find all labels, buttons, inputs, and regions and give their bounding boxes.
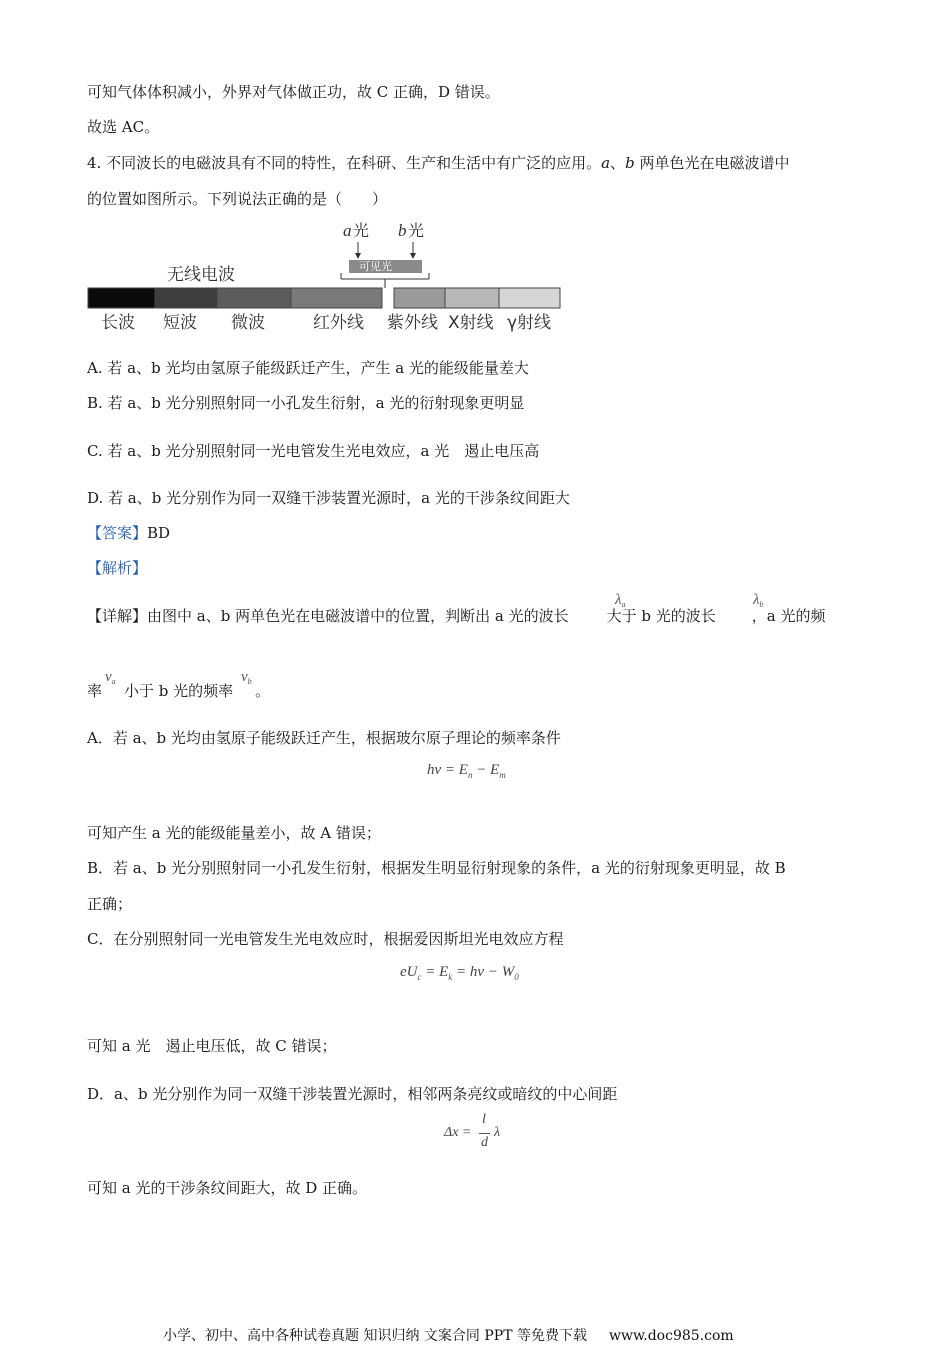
band-gamma: [499, 288, 560, 308]
q-text: 4. 不同波长的电磁波具有不同的特性，在科研、生产和生活中有广泛的应用。: [87, 154, 602, 172]
fraction-bar: [479, 1133, 490, 1134]
tick-xray: X射线: [448, 313, 494, 333]
line-1: 可知气体体积减小，外界对气体做正功，故 C 正确，D 错误。: [87, 83, 500, 101]
expl-d-2: 可知 a 光的干涉条纹间距大，故 D 正确。: [87, 1179, 368, 1197]
detail-p1c: ，a 光的频: [751, 607, 826, 625]
visible-label: 可见光: [359, 260, 392, 273]
detail-tag: 【详解】: [87, 607, 148, 625]
em-spectrum-diagram: [87, 220, 567, 335]
expl-c-1: C．在分别照射同一光电管发生光电效应时，根据爱因斯坦光电效应方程: [87, 930, 564, 948]
option-a: A. 若 a、b 光均由氢原子能级跃迁产生，产生 a 光的能级能量差大: [87, 359, 529, 377]
radio-label: 无线电波: [167, 265, 235, 285]
answer-line: [87, 523, 170, 543]
label-b-var: b: [398, 221, 407, 240]
label-a-light: 光: [353, 221, 370, 240]
answer-tag: 【答案】: [87, 524, 148, 542]
band-microwave: [217, 288, 291, 308]
detail-p1a: 由图中 a、b 两单色光在电磁波谱中的位置，判断出 a 光的波长: [147, 607, 569, 625]
answer-value: BD: [147, 524, 171, 542]
option-b: B. 若 a、b 光分别照射同一小孔发生衍射，a 光的衍射现象更明显: [87, 394, 525, 412]
band-ultraviolet: [394, 288, 445, 308]
tick-longwave: 长波: [101, 313, 135, 333]
formula-bohr: $h\nu = E_n - E_m$: [427, 762, 506, 780]
band-longwave: [88, 288, 155, 308]
q-text-b: 、: [610, 154, 626, 172]
detail-p2b: 小于 b 光的频率: [124, 682, 234, 700]
band-xray: [445, 288, 499, 308]
expl-b-1: B．若 a、b 光分别照射同一小孔发生衍射，根据发生明显衍射现象的条件，a 光的衍射现象更明显，故 B: [87, 859, 786, 877]
band-infrared: [291, 288, 382, 308]
dx-right: λ: [494, 1125, 501, 1140]
footer: [163, 1325, 734, 1345]
nu-a-symbol: $\nu_a$: [105, 669, 116, 686]
label-b-light: 光: [408, 221, 425, 240]
footer-text: 小学、初中、高中各种试卷真题 知识归纳 文案合同 PPT 等免费下载: [163, 1328, 587, 1344]
q-text-c: 两单色光在电磁波谱中: [634, 154, 790, 172]
question-4-line-1: [87, 153, 789, 173]
dx-left: Δx =: [444, 1125, 472, 1140]
line-2: 故选 AC。: [87, 118, 160, 136]
expl-a-1: A．若 a、b 光均由氢原子能级跃迁产生，根据玻尔原子理论的频率条件: [87, 729, 561, 747]
dx-num: l: [482, 1112, 486, 1127]
formula-fringe: [444, 1112, 514, 1156]
var-a: a: [601, 154, 611, 172]
band-shortwave: [155, 288, 217, 308]
question-4-line-2: 的位置如图所示。下列说法正确的是（ ）: [87, 190, 388, 208]
detail-p2a: 率: [87, 682, 103, 700]
option-d: D. 若 a、b 光分别作为同一双缝干涉装置光源时，a 光的干涉条纹间距大: [87, 489, 570, 507]
var-b: b: [625, 154, 635, 172]
formula-photoelectric: $eU_c = E_k = h\nu - W_0$: [400, 964, 519, 982]
lambda-b-symbol: $\lambda_b$: [753, 592, 764, 609]
detail-p2c: 。: [255, 682, 271, 700]
tick-shortwave: 短波: [163, 313, 197, 333]
analysis-tag: 【解析】: [87, 559, 148, 577]
tick-gamma: γ射线: [507, 313, 552, 333]
tick-ultraviolet: 紫外线: [387, 313, 438, 333]
detail-line-1: [87, 606, 825, 626]
tick-infrared: 红外线: [313, 313, 364, 333]
expl-c-2: 可知 a 光 遏止电压低，故 C 错误；: [87, 1037, 337, 1055]
expl-a-2: 可知产生 a 光的能级能量差小，故 A 错误；: [87, 824, 381, 842]
dx-den: d: [481, 1135, 488, 1150]
nu-b-symbol: $\nu_b$: [241, 669, 252, 686]
label-a-var: a: [343, 221, 352, 240]
lambda-a-symbol: $\lambda_a$: [615, 592, 626, 609]
expl-d-1: D．a、b 光分别作为同一双缝干涉装置光源时，相邻两条亮纹或暗纹的中心间距: [87, 1085, 618, 1103]
expl-b-2: 正确；: [87, 895, 133, 913]
footer-url[interactable]: www.doc985.com: [608, 1328, 734, 1344]
option-c: C. 若 a、b 光分别照射同一光电管发生光电效应，a 光 遏止电压高: [87, 442, 540, 460]
detail-p1b: 大于 b 光的波长: [606, 607, 716, 625]
tick-microwave: 微波: [231, 313, 265, 333]
